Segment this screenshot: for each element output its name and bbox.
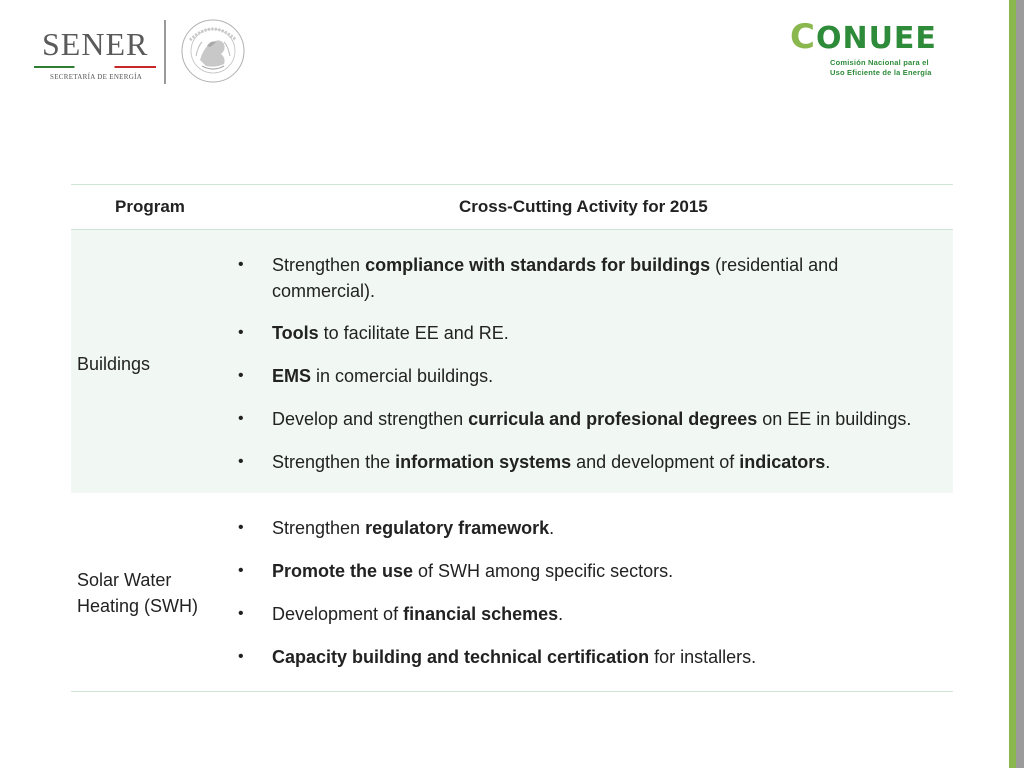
sener-flag-line — [34, 66, 156, 68]
list-item: • Promote the use of SWH among specific sectors. — [238, 561, 674, 581]
bullet-list-swh — [236, 515, 946, 670]
conuee-wordmark: CONUEE — [790, 17, 937, 57]
mexican-seal-icon — [180, 16, 246, 86]
list-item: • EMS in comercial buildings. — [238, 366, 494, 386]
program-swh: Solar Water Heating (SWH) — [77, 570, 199, 616]
table-header — [71, 184, 953, 230]
table-row-buildings — [71, 230, 953, 493]
bullet-list-buildings — [236, 252, 946, 475]
activities-table — [71, 184, 953, 692]
list-item: • Tools to facilitate EE and RE. — [238, 323, 509, 343]
logo-divider — [164, 20, 166, 84]
conuee-logo — [790, 18, 960, 84]
column-header-activity: Cross-Cutting Activity for 2015 — [459, 197, 708, 216]
conuee-subtitle: Comisión Nacional para el Uso Eficiente de la Energía — [830, 58, 932, 77]
right-accent-bar — [1006, 0, 1024, 768]
list-item: • Development of financial schemes. — [238, 604, 564, 624]
list-item: • Capacity building and technical certification for installers. — [238, 647, 757, 667]
sener-subtitle: SECRETARÍA DE ENERGÍA — [50, 73, 143, 81]
list-item: • Strengthen regulatory framework. — [238, 518, 555, 538]
table-row-swh — [71, 493, 953, 692]
list-item: • Strengthen compliance with standards for buildings (residential and commercial). — [238, 255, 839, 301]
list-item: • Develop and strengthen curricula and profesional degrees on EE in buildings. — [238, 409, 912, 429]
list-item: • Strengthen the information systems and development of indicators. — [238, 452, 831, 472]
sener-logo — [30, 22, 160, 82]
program-buildings: Buildings — [77, 354, 151, 374]
sener-wordmark: SENER — [42, 26, 149, 62]
column-header-program: Program — [115, 197, 185, 216]
